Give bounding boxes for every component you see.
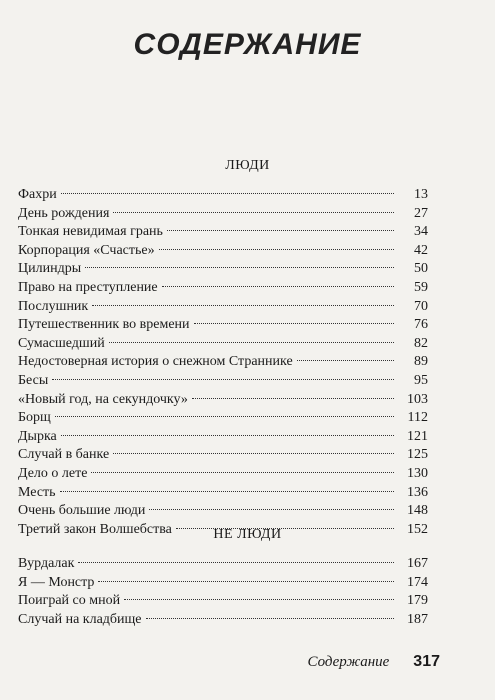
toc-entry-title: Очень большие люди (18, 503, 146, 519)
toc-entry (18, 242, 428, 261)
page-number: 317 (413, 653, 440, 670)
dot-leader (98, 581, 394, 582)
dot-leader (124, 599, 394, 600)
toc-entry (18, 428, 428, 447)
toc-entry-title: Дырка (18, 428, 57, 444)
toc-entry-page: 70 (414, 298, 428, 314)
toc-entry-title: Право на преступление (18, 279, 158, 295)
dot-leader (149, 509, 394, 510)
toc-entry (18, 446, 428, 465)
toc-entry-title: День рождения (18, 205, 110, 221)
toc-list-people (18, 186, 428, 539)
dot-leader (61, 193, 394, 194)
dot-leader (60, 491, 394, 492)
toc-entry-page: 59 (414, 279, 428, 295)
toc-entry-title: Бесы (18, 372, 49, 388)
dot-leader (297, 360, 394, 361)
dot-leader (61, 435, 394, 436)
toc-entry-title: Случай на кладбище (18, 611, 142, 627)
toc-entry-page: 179 (407, 593, 428, 609)
toc-entry-page: 42 (414, 242, 428, 258)
toc-entry (18, 353, 428, 372)
dot-leader (113, 212, 394, 213)
toc-entry (18, 279, 428, 298)
toc-entry (18, 298, 428, 317)
toc-entry-page: 121 (407, 428, 428, 444)
dot-leader (55, 416, 394, 417)
toc-entry-page: 76 (414, 317, 428, 333)
dot-leader (146, 618, 394, 619)
toc-entry-page: 174 (407, 574, 428, 590)
toc-entry-page: 27 (414, 205, 428, 221)
dot-leader (52, 379, 394, 380)
toc-entry-title: Поиграй со мной (18, 593, 121, 609)
toc-entry-title: Я — Монстр (18, 574, 95, 590)
toc-entry-page: 167 (407, 556, 428, 571)
toc-entry-page: 130 (407, 465, 428, 481)
dot-leader (78, 562, 394, 563)
toc-entry-page: 148 (407, 503, 428, 519)
toc-entry-title: Третий закон Волшебства (18, 521, 172, 537)
dot-leader (194, 323, 394, 324)
toc-entry (18, 391, 428, 410)
toc-entry (18, 611, 428, 630)
toc-entry-title: Вурдалак (18, 556, 75, 571)
toc-entry (18, 186, 428, 205)
toc-entry-title: Случай в банке (18, 447, 110, 463)
toc-entry-title: Путешественник во времени (18, 317, 190, 333)
dot-leader (167, 230, 394, 231)
page-title: СОДЕРЖАНИЕ (133, 28, 362, 61)
toc-entry-page: 89 (414, 354, 428, 370)
toc-entry-page: 82 (414, 335, 428, 351)
toc-entry-title: Сумасшедший (18, 335, 105, 351)
toc-entry-title: Тонкая невидимая грань (18, 224, 163, 240)
toc-entry (18, 372, 428, 391)
toc-entry (18, 484, 428, 503)
running-footer-label: Содержание (307, 654, 390, 670)
toc-entry-title: Месть (18, 484, 56, 500)
toc-entry (18, 592, 428, 611)
dot-leader (91, 472, 394, 473)
toc-entry-page: 34 (414, 224, 428, 240)
toc-entry (18, 574, 428, 593)
toc-entry-page: 13 (414, 187, 428, 202)
dot-leader (162, 286, 394, 287)
toc-entry (18, 316, 428, 335)
toc-entry-title: Фахри (18, 187, 57, 202)
toc-entry-page: 136 (407, 484, 428, 500)
toc-entry-page: 95 (414, 372, 428, 388)
toc-entry-title: Послушник (18, 298, 89, 314)
toc-entry (18, 465, 428, 484)
dot-leader (159, 249, 394, 250)
section-heading-non-people: НЕ ЛЮДИ (213, 527, 282, 542)
page-footer (0, 653, 440, 671)
toc-entry-page: 50 (414, 261, 428, 277)
section-heading-people: ЛЮДИ (225, 158, 270, 173)
toc-entry-page: 187 (407, 611, 428, 627)
toc-entry-title: «Новый год, на секундочку» (18, 391, 188, 407)
toc-entry (18, 260, 428, 279)
toc-entry-page: 125 (407, 447, 428, 463)
dot-leader (113, 453, 394, 454)
dot-leader (85, 267, 394, 268)
toc-entry-title: Недостоверная история о снежном Страннике (18, 354, 293, 370)
toc-entry (18, 555, 428, 574)
toc-entry-page: 152 (407, 521, 428, 537)
toc-entry-title: Цилиндры (18, 261, 82, 277)
dot-leader (109, 342, 394, 343)
toc-entry-page: 112 (407, 410, 428, 426)
toc-entry-page: 103 (407, 391, 428, 407)
toc-entry (18, 502, 428, 521)
toc-entry-title: Борщ (18, 410, 51, 426)
toc-entry (18, 335, 428, 354)
dot-leader (92, 305, 394, 306)
toc-entry-title: Корпорация «Счастье» (18, 242, 155, 258)
dot-leader (192, 398, 394, 399)
toc-entry (18, 205, 428, 224)
toc-list-non-people (18, 555, 428, 629)
toc-entry (18, 409, 428, 428)
toc-entry (18, 223, 428, 242)
toc-entry-title: Дело о лете (18, 465, 88, 481)
